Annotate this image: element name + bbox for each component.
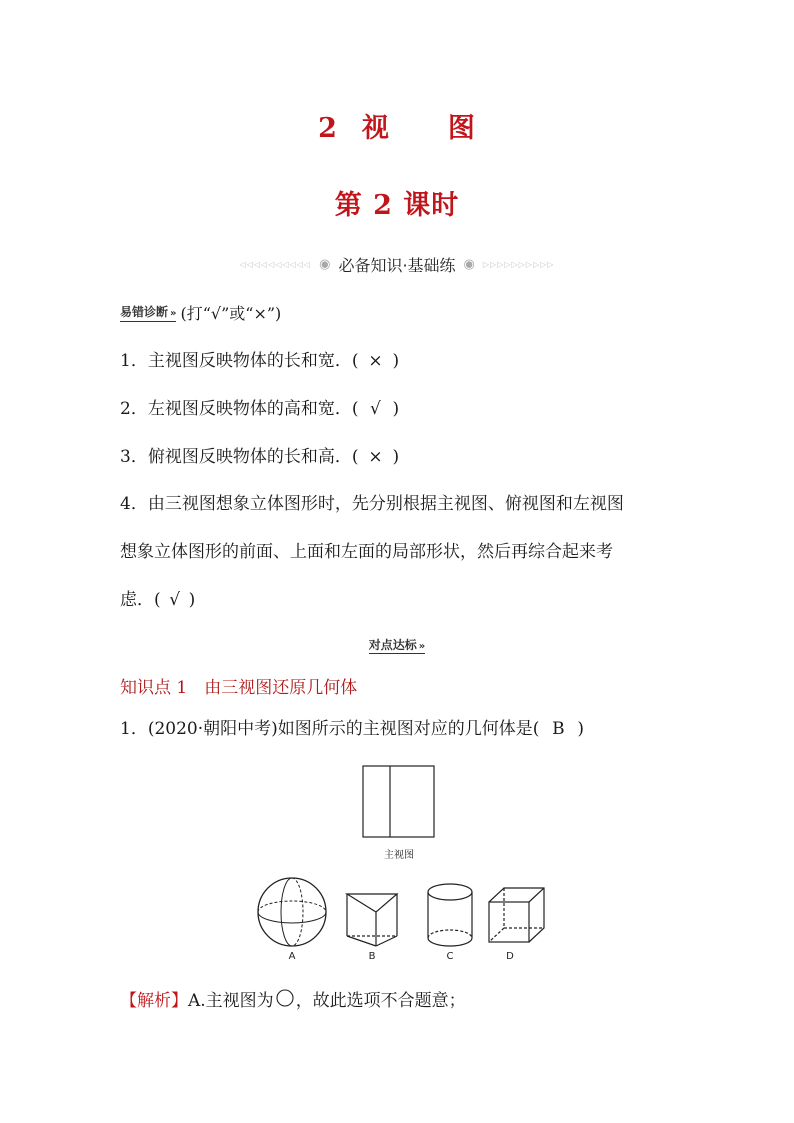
diagnosis-instruction: (打“√”或“×”) — [180, 304, 282, 323]
option-label-b: B — [368, 951, 376, 962]
chapter-number: 2 — [318, 113, 338, 144]
option-label-c: C — [446, 951, 454, 962]
analysis-label: 【解析】 — [120, 991, 188, 1011]
diagnosis-item-4-line-3: 虑．( √ ) — [120, 590, 196, 610]
answer-mark: √ — [169, 590, 181, 610]
left-bullet-icon: ◉ — [319, 257, 331, 272]
knowledge-point-heading: 知识点 1 由三视图还原几何体 — [120, 678, 358, 698]
cube-solid-d — [489, 888, 544, 942]
sphere-solid-a — [258, 878, 326, 946]
answer-mark: × — [368, 447, 383, 467]
right-bullet-icon: ◉ — [463, 257, 475, 272]
chapter-title — [0, 106, 794, 145]
answer-mark: × — [368, 351, 383, 371]
right-arrows-decoration: ▷▷▷▷▷▷▷▷▷▷ — [482, 260, 555, 269]
chapter-title-char-1: 视 — [361, 113, 390, 144]
diagnosis-item-4-line-1: 4．由三视图想象立体图形时，先分别根据主视图、俯视图和左视图 — [120, 494, 624, 514]
left-arrows-decoration: ◁◁◁◁◁◁◁◁◁◁ — [239, 260, 312, 269]
section-banner — [0, 253, 794, 276]
diagnosis-tag: 易错诊断 » — [120, 303, 176, 322]
triangular-prism-solid-b — [347, 894, 397, 946]
diagnosis-item-2: 2．左视图反映物体的高和宽．( √ ) — [120, 399, 400, 419]
diagnosis-header — [120, 303, 281, 322]
option-label-d: D — [506, 951, 514, 962]
diagnosis-item-1: 1．主视图反映物体的长和宽．( × ) — [120, 351, 400, 371]
circle-icon — [275, 989, 295, 1009]
main-view-label: 主视图 — [384, 850, 414, 861]
lesson-title: 第 2 课时 — [334, 190, 460, 221]
chapter-title-char-2: 图 — [447, 113, 476, 144]
banner-label: 必备知识·基础练 — [338, 256, 456, 275]
practice-tag: 对点达标 » — [368, 638, 426, 652]
practice-header — [0, 634, 794, 653]
diagnosis-item-4-line-2: 想象立体图形的前面、上面和左面的局部形状，然后再综合起来考 — [120, 542, 613, 562]
question-1: 1．(2020·朝阳中考)如图所示的主视图对应的几何体是( B ) — [120, 719, 585, 739]
question-answer: B — [552, 719, 565, 739]
analysis-line: 【解析】A.主视图为 ，故此选项不合题意； — [120, 991, 466, 1011]
option-label-a: A — [288, 951, 296, 962]
cylinder-solid-c — [428, 884, 472, 946]
main-view-figure — [362, 765, 436, 839]
diagnosis-item-3: 3．俯视图反映物体的长和高．( × ) — [120, 447, 400, 467]
answer-mark: √ — [370, 399, 381, 419]
options-figure — [250, 874, 560, 950]
